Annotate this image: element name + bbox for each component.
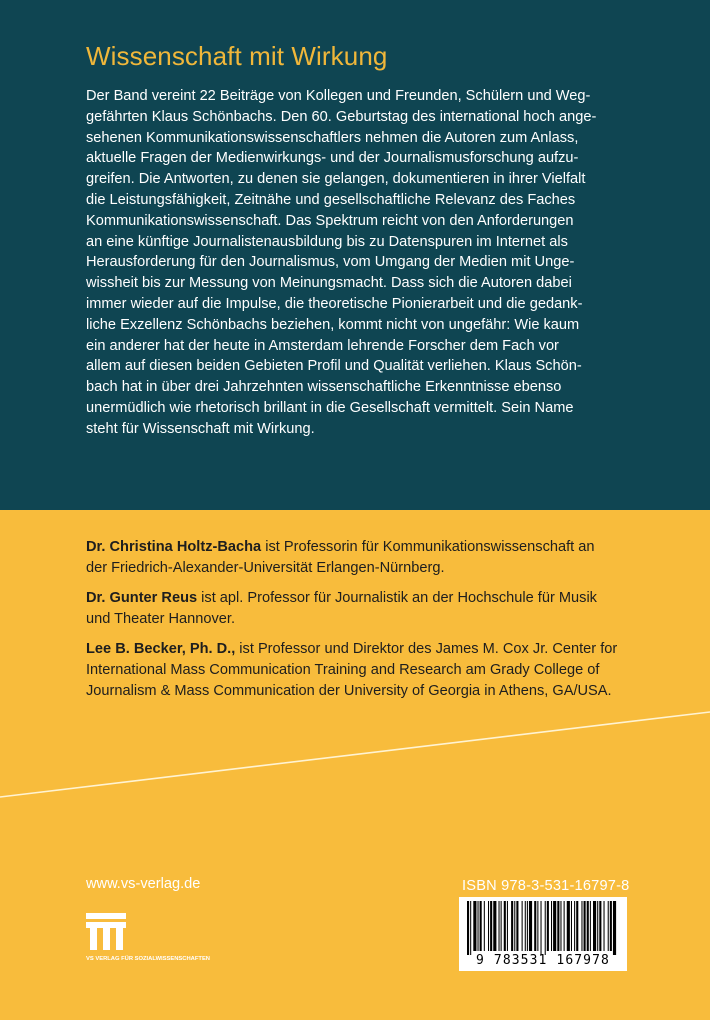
blurb-line: Kommunikationswissenschaft. Das Spektrum reicht von den Anforderungen xyxy=(86,212,574,229)
blurb-line: bach hat in über drei Jahrzehnten wissenschaftliche Erkenntnisse ebenso xyxy=(86,379,562,396)
author-name: Dr. Christina Holtz-Bacha xyxy=(86,539,262,555)
barcode-bar xyxy=(564,901,565,951)
barcode-bar xyxy=(545,901,546,955)
blurb-line: die Leistungsfähigkeit, Zeitnähe und gesellschaftliche Relevanz des Faches xyxy=(86,191,576,208)
barcode-bar xyxy=(584,901,586,951)
barcode-bar xyxy=(587,901,589,951)
barcode-bar xyxy=(599,901,601,951)
blurb-line: steht für Wissenschaft mit Wirkung. xyxy=(86,420,315,437)
blurb-line: sehenen Kommunikationswissenschaftlers nehmen die Autoren zum Anlass, xyxy=(86,129,579,146)
barcode-bar xyxy=(522,901,523,951)
barcode-bar xyxy=(488,901,489,951)
isbn-barcode xyxy=(459,897,627,971)
blurb-line: wissheit bis zur Messung von Meinungsmacht. Dass sich die Autoren dabei xyxy=(86,275,572,292)
author-bio-text: ist Professorin für Kommunikationswissenschaft an xyxy=(261,539,595,555)
barcode-bar xyxy=(571,901,572,951)
author-bio-line: und Theater Hannover. xyxy=(86,610,236,627)
blurb-line: ein anderer hat der heute in Amsterdam lehrende Forscher dem Fach vor xyxy=(86,337,559,354)
blurb-line: gefährten Klaus Schönbachs. Den 60. Geburtstag des international hoch ange- xyxy=(86,108,597,125)
barcode-bar xyxy=(525,901,526,951)
blurb-line: allem auf diesen beiden Gebieten Profil und Qualität verliehen. Klaus Schön- xyxy=(86,358,582,375)
barcode-bar xyxy=(527,901,528,951)
isbn-label: ISBN 978-3-531-16797-8 xyxy=(462,878,630,894)
barcode-bar xyxy=(576,901,578,951)
barcode-bar xyxy=(529,901,532,951)
blurb-line: immer wieder auf die Impulse, die theoretische Pionierarbeit und die gedank- xyxy=(86,295,583,312)
barcode-bar xyxy=(507,901,508,951)
barcode-bar xyxy=(501,901,502,951)
author-bio-line xyxy=(86,537,646,558)
barcode-bar xyxy=(511,901,513,951)
author-bio-line: Journalism & Mass Communication der University of Georgia in Athens, GA/USA. xyxy=(86,682,612,699)
author-bio-text: ist apl. Professor für Journalistik an der Hochschule für Musik xyxy=(197,590,597,607)
barcode-bar xyxy=(470,901,471,955)
barcode-bar xyxy=(547,901,549,951)
barcode-bar xyxy=(493,901,496,951)
author-bio-text: ist Professor und Direktor des James M. Cox Jr. Center for xyxy=(235,641,618,658)
barcode-bar xyxy=(610,901,612,951)
blurb-line: unermüdlich wie rhetorisch brillant in die Gesellschaft vermittelt. Sein Name xyxy=(86,399,574,416)
barcode-bar xyxy=(473,901,476,951)
blurb-line: Herausforderung für den Journalismus, vom Umgang der Medien mit Unge- xyxy=(86,254,575,271)
author-name: Lee B. Becker, Ph. D., xyxy=(86,641,236,658)
barcode-bar xyxy=(560,901,561,951)
author-bio xyxy=(86,537,646,578)
author-bio-line: International Mass Communication Training and Research am Grady College of xyxy=(86,661,600,678)
barcode-bar xyxy=(604,901,605,951)
barcode-bar xyxy=(480,901,482,951)
author-bio-line xyxy=(86,639,646,660)
publisher-logo-text: VS VERLAG FÜR SOZIALWISSENSCHAFTEN xyxy=(86,956,210,962)
barcode-bar xyxy=(581,901,582,951)
barcode-bar xyxy=(567,901,570,951)
barcode-bar xyxy=(514,901,515,951)
blurb-line: greifen. Die Antworten, zu denen sie gelangen, dokumentieren in ihrer Vielfalt xyxy=(86,171,586,188)
barcode-bar xyxy=(590,901,591,951)
barcode-bar xyxy=(499,901,500,951)
author-bio-line: der Friedrich-Alexander-Universität Erlangen-Nürnberg. xyxy=(86,559,445,576)
author-bio xyxy=(86,639,646,701)
blurb-line: aktuelle Fragen der Medienwirkungs- und der Journalismusforschung aufzu- xyxy=(86,150,579,167)
author-bios xyxy=(86,537,646,711)
diagonal-divider-line xyxy=(0,700,710,810)
barcode-bar xyxy=(541,901,542,955)
barcode-bar xyxy=(484,901,485,951)
blurb-line: an eine künftige Journalistenausbildung bis zu Datenspuren im Internet als xyxy=(86,233,568,250)
barcode-bar xyxy=(516,901,518,951)
blurb-line: liche Exzellenz Schönbachs beziehen, kommt nicht von ungefähr: Wie kaum xyxy=(86,316,580,333)
barcode-bar xyxy=(553,901,556,951)
blurb-text xyxy=(86,86,636,440)
blurb-line: Der Band vereint 22 Beiträge von Kollegen und Freunden, Schülern und Weg- xyxy=(86,88,591,104)
author-bio xyxy=(86,588,646,629)
barcode-bar xyxy=(574,901,575,951)
publisher-url[interactable]: www.vs-verlag.de xyxy=(86,876,201,892)
barcode-bar xyxy=(537,901,538,951)
barcode-digits: 9 783531 167978 xyxy=(476,953,610,968)
barcode-bar xyxy=(467,901,469,955)
author-name: Dr. Gunter Reus xyxy=(86,590,198,607)
barcode-bar xyxy=(613,901,616,955)
barcode-bar xyxy=(551,901,552,951)
barcode-bar xyxy=(504,901,506,951)
publisher-logo xyxy=(86,913,238,965)
book-title: Wissenschaft mit Wirkung xyxy=(86,41,388,71)
barcode-bar xyxy=(557,901,559,951)
barcode-bar xyxy=(478,901,479,951)
barcode-bars xyxy=(465,901,621,955)
barcode-bar xyxy=(597,901,598,951)
author-bio-line xyxy=(86,588,646,609)
barcode-bar xyxy=(490,901,492,951)
barcode-bar xyxy=(534,901,536,951)
barcode-bar xyxy=(608,901,609,951)
barcode-bar xyxy=(593,901,596,951)
